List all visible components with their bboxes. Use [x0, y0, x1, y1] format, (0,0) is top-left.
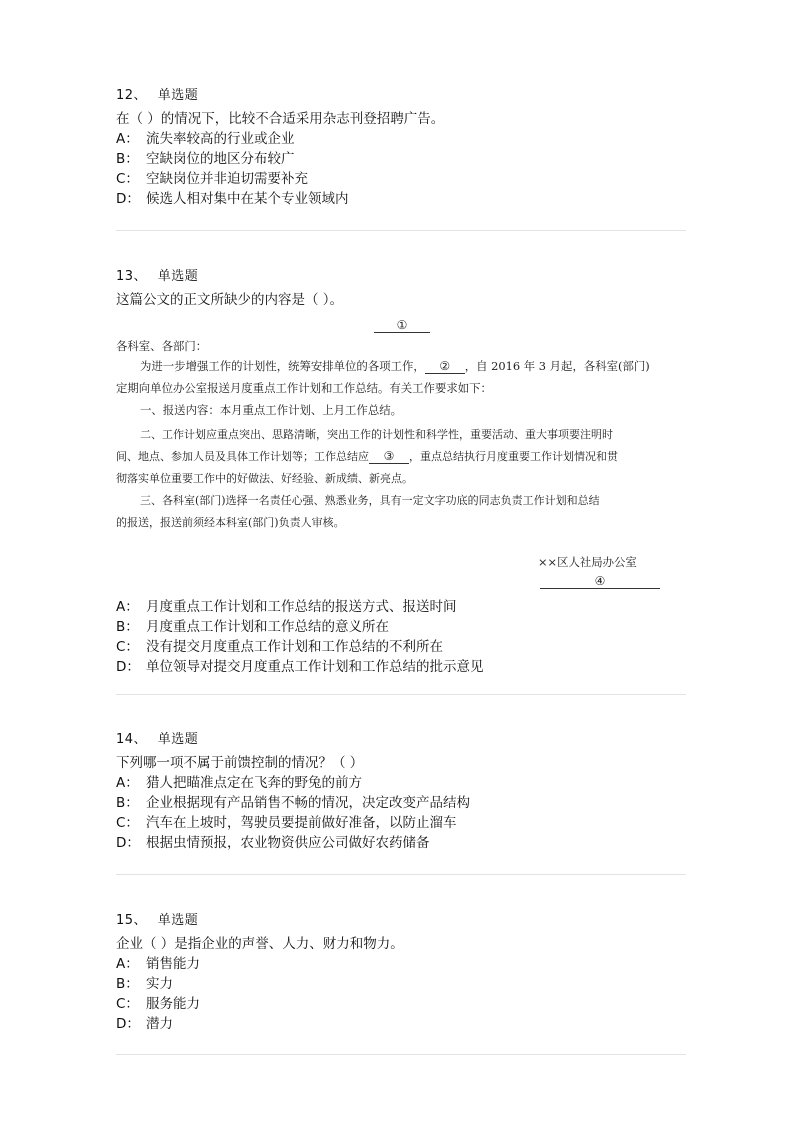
question-type: 单选题 — [157, 913, 199, 928]
question-type: 单选题 — [157, 269, 199, 284]
option-d[interactable]: D： 潜力 — [116, 1016, 173, 1032]
paragraph-3-line-1: 二、工作计划应重点突出、思路清晰，突出工作的计划性和科学性，重要活动、重大事项要注明时 — [140, 428, 613, 441]
question-number: 12、 — [116, 88, 148, 103]
paragraph-1-start: 为进一步增强工作的计划性，统筹安排单位的各项工作， — [140, 359, 425, 373]
question-number: 13、 — [116, 269, 148, 284]
divider — [116, 230, 686, 231]
question-header — [116, 87, 686, 105]
question-type: 单选题 — [157, 732, 199, 747]
option-c[interactable]: C： 服务能力 — [116, 996, 200, 1012]
paragraph-1-end: 定期向单位办公室报送月度重点工作计划和工作总结。有关工作要求如下： — [116, 381, 492, 395]
question-12 — [116, 87, 686, 209]
blank-3: ③ — [369, 449, 409, 464]
paragraph-1-mid: ，自 2016 年 3 月起，各科室(部门) — [464, 359, 650, 373]
question-stem: 在（ ）的情况下，比较不合适采用杂志刊登招聘广告。 — [116, 111, 445, 127]
question-stem: 下列哪一项不属于前馈控制的情况？（ ） — [116, 755, 364, 771]
question-header — [116, 912, 686, 930]
paragraph-2: 一、报送内容：本月重点工作计划、上月工作总结。 — [140, 403, 402, 417]
blank-1: ① — [374, 318, 430, 333]
option-b[interactable]: B： 月度重点工作计划和工作总结的意义所在 — [116, 619, 389, 635]
blank-4: ④ — [540, 574, 660, 589]
option-b[interactable]: B： 空缺岗位的地区分布较广 — [116, 151, 295, 167]
question-stem: 企业（ ）是指企业的声誉、人力、财力和物力。 — [116, 936, 404, 952]
paragraph-4-line-2: 的报送，报送前须经本科室(部门)负责人审核。 — [116, 516, 345, 529]
paragraph-3-line-2: 间、地点、参加人员及具体工作计划等；工作总结应 — [116, 450, 369, 463]
option-b[interactable]: B： 企业根据现有产品销售不畅的情况，决定改变产品结构 — [116, 795, 470, 811]
option-d[interactable]: D： 候选人相对集中在某个专业领域内 — [116, 191, 349, 207]
option-a[interactable]: A： 流失率较高的行业或企业 — [116, 131, 295, 147]
option-c[interactable]: C： 汽车在上坡时，驾驶员要提前做好准备，以防止溜车 — [116, 815, 457, 831]
option-d[interactable]: D： 单位领导对提交月度重点工作计划和工作总结的批示意见 — [116, 659, 484, 675]
option-c[interactable]: C： 没有提交月度重点工作计划和工作总结的不利所在 — [116, 639, 443, 655]
divider — [116, 694, 686, 695]
paragraph-3-line-2-end: ，重点总结执行月度重要工作计划情况和贯 — [409, 450, 618, 463]
salutation: 各科室、各部门： — [116, 339, 208, 353]
divider — [116, 874, 686, 875]
question-13 — [116, 268, 686, 310]
signature: ××区人社局办公室 — [538, 555, 637, 569]
blank-2: ② — [425, 359, 465, 374]
option-b[interactable]: B： 实力 — [116, 976, 173, 992]
option-a[interactable]: A： 猎人把瞄准点定在飞奔的野兔的前方 — [116, 775, 362, 791]
document-figure — [116, 318, 686, 594]
question-14 — [116, 731, 686, 853]
option-a[interactable]: A： 月度重点工作计划和工作总结的报送方式、报送时间 — [116, 599, 457, 615]
option-c[interactable]: C： 空缺岗位并非迫切需要补充 — [116, 171, 308, 187]
question-number: 15、 — [116, 913, 148, 928]
option-a[interactable]: A： 销售能力 — [116, 956, 200, 972]
question-number: 14、 — [116, 732, 148, 747]
question-header — [116, 731, 686, 749]
paragraph-3-line-3: 彻落实单位重要工作中的好做法、好经验、新成绩、新亮点。 — [116, 472, 413, 485]
paragraph-4-line-1: 三、各科室(部门)选择一名责任心强、熟悉业务，具有一定文字功底的同志负责工作计划和总结 — [140, 494, 600, 507]
divider — [116, 1054, 686, 1055]
question-type: 单选题 — [157, 88, 199, 103]
question-header — [116, 268, 686, 286]
question-13-options — [116, 597, 686, 677]
option-d[interactable]: D： 根据虫情预报，农业物资供应公司做好农药储备 — [116, 835, 430, 851]
question-15 — [116, 912, 686, 1034]
question-stem: 这篇公文的正文所缺少的内容是（ ）。 — [116, 292, 344, 308]
